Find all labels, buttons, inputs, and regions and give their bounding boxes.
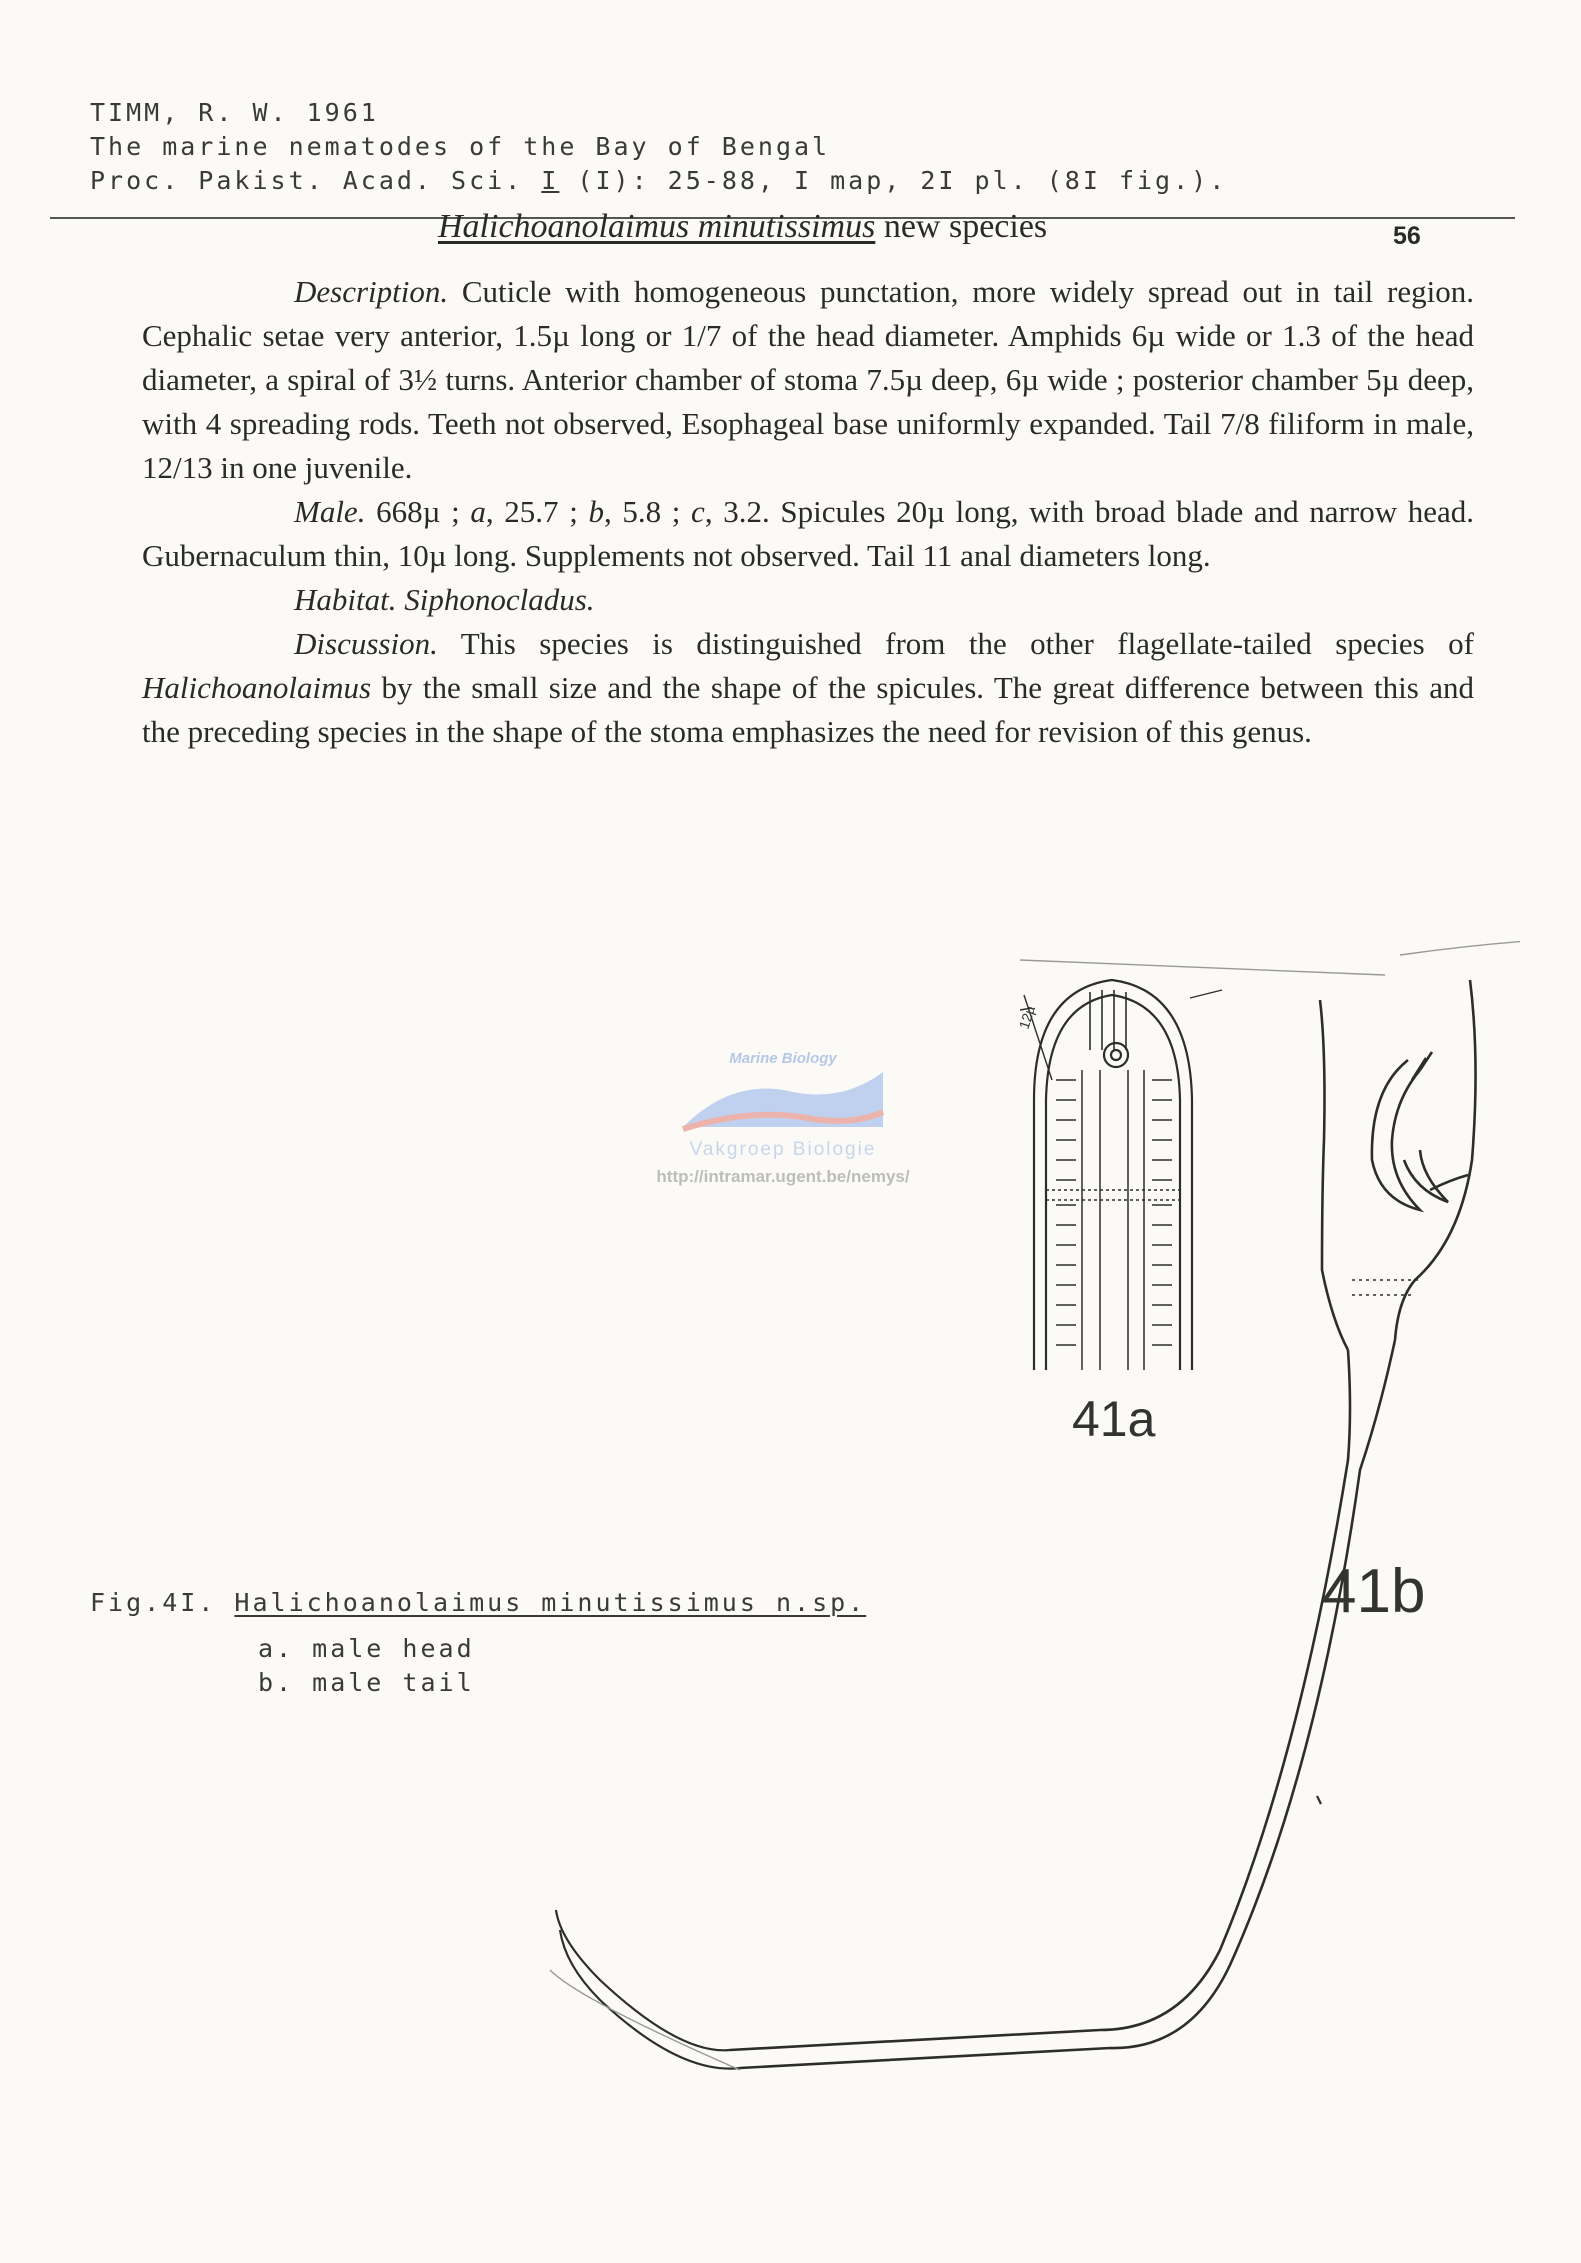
discussion-genus: Halichoanolaimus: [142, 670, 372, 705]
caption-item-a: a. male head: [258, 1634, 475, 1663]
description-text: Cuticle with homogeneous punctation, more widely spread out in tail region. Cephalic setae very anterior, 1.5µ long or 1/7 of the head diameter. Amphids 6µ wide or 1.3 of the head diameter, a spiral of 3½ turns. Anterior chamber of stoma 7.5µ deep, 6µ wide ; posterior chamber 5µ deep, with 4 spreading rods. Teeth not observed, Esophageal base uniformly expanded. Tail 7/8 filiform in male, 12/13 in one juvenile.: [142, 274, 1474, 485]
figure-41b-label: 41b: [1322, 1557, 1426, 1626]
description-label: Description.: [294, 274, 449, 309]
title-suffix: new species: [875, 208, 1048, 245]
citation-journal: Proc. Pakist. Acad. Sci.: [90, 166, 542, 195]
caption-prefix: Fig.4I.: [90, 1588, 235, 1617]
habitat-value: Siphonocladus.: [404, 582, 595, 617]
discussion-text-a: This species is distinguished from the other flagellate-tailed species of: [437, 626, 1474, 661]
caption-item-b: b. male tail: [258, 1668, 475, 1697]
watermark-url: http://intramar.ugent.be/nemys/: [656, 1167, 910, 1186]
figure-caption: [90, 1586, 866, 1700]
watermark-subtitle: Vakgroep Biologie: [689, 1139, 877, 1160]
caption-species: Halichoanolaimus minutissimus n.sp.: [234, 1588, 867, 1617]
figure-41a-scale: 12µ: [1015, 1003, 1039, 1031]
page-title: [438, 208, 1047, 246]
description-paragraph: [142, 270, 1474, 490]
habitat-label: Habitat.: [294, 582, 397, 617]
figure-41b-drawing: [540, 940, 1520, 2140]
male-label: Male.: [294, 494, 366, 529]
male-length: 668µ ;: [365, 494, 471, 529]
watermark-arc-text: Marine Biology: [729, 1050, 837, 1067]
figure-41a-label: 41a: [1072, 1391, 1156, 1447]
body-text: [142, 270, 1474, 754]
citation-line-3: [90, 164, 1227, 198]
caption-title: [90, 1586, 866, 1620]
citation-line-1: TIMM, R. W. 1961: [90, 98, 379, 127]
male-ratio-a: , 25.7 ;: [485, 494, 589, 529]
discussion-text-b: by the small size and the shape of the spicules. The great difference between this and the preceding species in the shape of the stoma emphasizes the need for revision of this genus.: [142, 670, 1474, 749]
discussion-paragraph: [142, 622, 1474, 754]
male-ratio-a-label: a: [470, 494, 486, 529]
male-ratio-b-label: b: [588, 494, 604, 529]
citation-pages: (I): 25-88, I map, 2I pl. (8I fig.).: [559, 166, 1228, 195]
citation-volume: I: [541, 166, 560, 195]
male-ratio-c-label: c: [691, 494, 705, 529]
page-number: 56: [1393, 222, 1421, 250]
male-ratio-b: , 5.8 ;: [603, 494, 692, 529]
citation-line-2: The marine nematodes of the Bay of Bengal: [90, 132, 831, 161]
male-text: , 3.2. Spicules 20µ long, with broad blade and narrow head. Gubernaculum thin, 10µ long. Supplements not observed. Tail 11 anal diameters long.: [142, 494, 1474, 573]
habitat-paragraph: [142, 578, 1474, 622]
title-species: Halichoanolaimus minutissimus: [438, 208, 876, 245]
male-paragraph: [142, 490, 1474, 578]
discussion-label: Discussion.: [294, 626, 438, 661]
